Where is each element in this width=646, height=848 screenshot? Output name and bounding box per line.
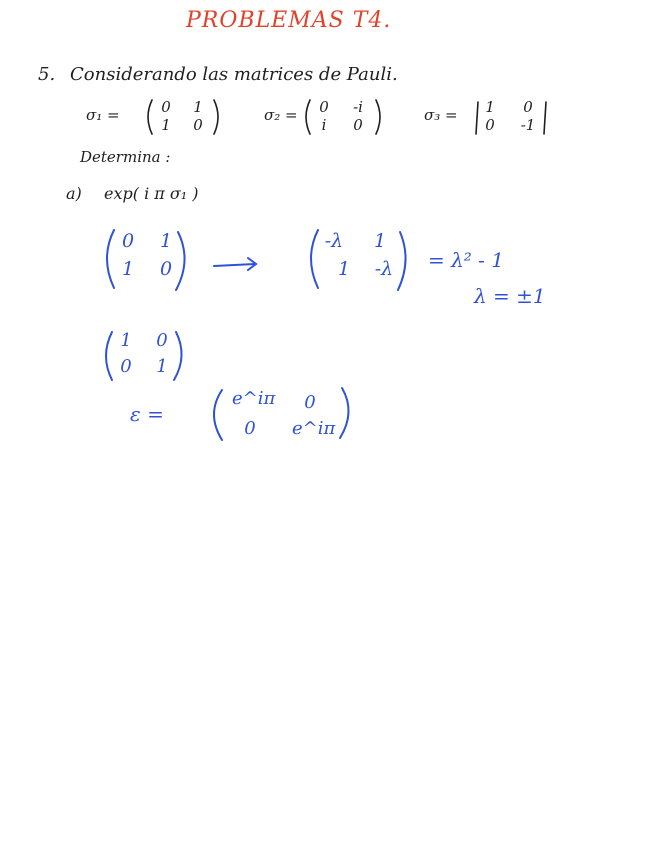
matrix-cell: 0 xyxy=(523,98,533,116)
matrix-cell: -λ xyxy=(374,258,394,280)
matrix-cell: 0 xyxy=(319,98,329,116)
part-a-label: a) xyxy=(66,184,82,203)
matrix-cell: 0 xyxy=(353,116,363,134)
matrix-cell: 1 xyxy=(193,98,203,116)
identity-right-paren xyxy=(174,332,182,380)
matrix-cell: 0 xyxy=(304,392,316,413)
sigma3-label: σ₃ = xyxy=(424,106,458,124)
sigma1-left-paren xyxy=(148,100,152,134)
matrix-cell: 1 xyxy=(120,330,132,351)
work-matrix-2-right-paren xyxy=(398,232,406,290)
work-matrix-1-right-paren xyxy=(176,232,185,290)
exp-matrix-left-paren xyxy=(214,390,222,440)
problem-statement: Considerando las matrices de Pauli. xyxy=(70,64,398,85)
matrix-cell: -i xyxy=(353,98,363,116)
matrix-cell: e^iπ xyxy=(292,418,336,439)
matrix-cell: 0 xyxy=(161,98,171,116)
matrix-cell: 1 xyxy=(373,230,387,252)
sigma2-right-paren xyxy=(376,100,380,134)
sigma1-right-paren xyxy=(214,100,218,134)
determina-label: Determina : xyxy=(80,148,171,166)
matrix-cell: e^iπ xyxy=(232,388,276,409)
matrix-cell: 1 xyxy=(337,258,351,280)
problem-number: 5. xyxy=(38,64,56,85)
epsilon-label: ε = xyxy=(130,402,164,426)
part-a-expression: exp( i π σ₁ ) xyxy=(104,184,199,203)
matrix-cell: 1 xyxy=(161,116,171,134)
matrix-cell: 0 xyxy=(193,116,203,134)
eigenvalues: λ = ±1 xyxy=(474,284,546,308)
matrix-cell: 0 xyxy=(244,418,256,439)
identity-left-paren xyxy=(106,332,112,380)
matrix-cell: -1 xyxy=(520,116,536,134)
matrix-cell: 1 xyxy=(485,98,495,116)
matrix-cell: 0 xyxy=(159,258,173,280)
matrix-cell: i xyxy=(321,116,327,134)
sigma3-left-bar xyxy=(476,102,478,134)
matrix-cell: 1 xyxy=(156,356,168,377)
work-matrix-2-left-paren xyxy=(311,230,318,288)
matrix-cell: 1 xyxy=(159,230,173,252)
matrix-cell: -λ xyxy=(324,230,344,252)
sigma2-label: σ₂ = xyxy=(264,106,298,124)
matrix-cell: 0 xyxy=(120,356,132,377)
page-title: PROBLEMAS T4. xyxy=(186,8,392,33)
work-matrix-1-left-paren xyxy=(107,230,114,288)
sigma3-right-bar xyxy=(544,102,546,134)
arrow-shaft xyxy=(214,264,256,266)
matrix-cell: 0 xyxy=(121,230,135,252)
matrix-cell: 1 xyxy=(121,258,135,280)
characteristic-equation: = λ² - 1 xyxy=(428,248,505,272)
sigma2-left-paren xyxy=(306,100,310,134)
matrix-cell: 0 xyxy=(485,116,495,134)
exp-matrix-right-paren xyxy=(340,388,349,438)
matrix-cell: 0 xyxy=(156,330,168,351)
sigma1-label: σ₁ = xyxy=(86,106,120,124)
